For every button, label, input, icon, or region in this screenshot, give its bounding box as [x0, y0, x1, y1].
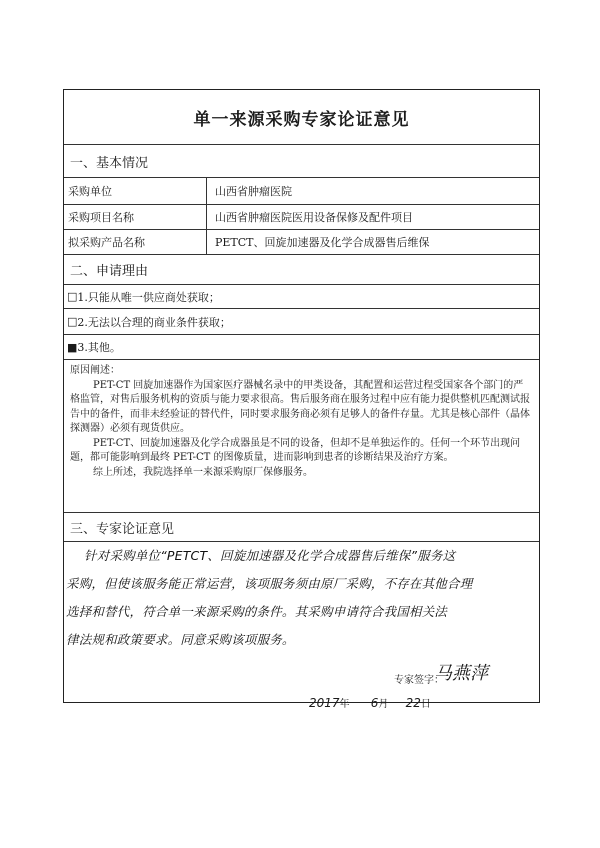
- handwritten-line: 采购，但使该服务能正常运营，该项服务须由原厂采购，不存在其他合理: [66, 576, 473, 591]
- date-month: 6: [370, 696, 379, 710]
- option-row-1: [64, 285, 539, 309]
- handwritten-line: 律法规和政策要求。同意采购该项服务。: [66, 632, 295, 647]
- handwritten-line: 针对采购单位“PETCT、回旋加速器及化学合成器售后维保”服务这: [84, 548, 456, 563]
- info-label: 拟采购产品名称: [64, 230, 207, 254]
- date-day-unit: 日: [420, 699, 431, 710]
- signature-label: 专家签字：: [394, 675, 444, 686]
- checkbox-icon: □: [67, 315, 78, 328]
- section-expert-heading: 三、专家论证意见: [64, 513, 539, 542]
- info-label: 采购项目名称: [64, 205, 207, 229]
- option-text: 2.无法以合理的商业条件获取；: [77, 315, 231, 329]
- info-value: 山西省肿瘤医院医用设备保修及配件项目: [215, 211, 413, 224]
- reason-paragraph: 综上所述，我院选择单一来源采购原厂保修服务。: [93, 466, 313, 478]
- info-row-project: [64, 205, 539, 230]
- date-year-unit: 年: [339, 699, 350, 710]
- info-row-purchaser: [64, 178, 539, 205]
- option-row-3: [64, 335, 539, 360]
- info-row-product: [64, 230, 539, 255]
- info-label: 采购单位: [64, 178, 207, 204]
- reason-paragraph: PET-CT、回旋加速器及化学合成器虽是不同的设备，但却不是单独运作的。任何一个环节出现问题，都可能影响到最终 PET-CT 的图像质量，进而影响到患者的诊断结果及治疗方案。: [70, 437, 521, 463]
- section-reason-heading: 二、申请理由: [64, 255, 539, 285]
- expert-signature: 马燕萍: [434, 663, 488, 684]
- checkbox-icon: □: [67, 290, 78, 303]
- expert-opinion-form: [63, 89, 540, 710]
- option-text: 3.其他。: [77, 341, 121, 354]
- info-value: PETCT、回旋加速器及化学合成器售后维保: [215, 236, 430, 249]
- reason-title: 原因阐述：: [70, 365, 120, 376]
- date-month-unit: 月: [378, 699, 389, 710]
- date-day: 22: [405, 696, 421, 710]
- reason-paragraph: PET-CT 回旋加速器作为国家医疗器械名录中的甲类设备，其配置和运营过程受国家各个部门的严格监管，对售后服务机构的资质与能力要求很高。售后服务商在服务过程中应有能力提供整机匹配测试报告中的备件，而非未经验证的替代件，同时要求服务商必须有足够人的备件存量。尤其是核心部件（晶体探测器）必须有现货供应。: [70, 379, 530, 434]
- date-year: 2017: [309, 696, 340, 710]
- signature-date: [309, 695, 431, 710]
- reason-block: [64, 360, 539, 513]
- section-basic-info-heading: 一、基本情况: [64, 145, 539, 178]
- option-text: 1.只能从唯一供应商处获取；: [77, 290, 220, 304]
- option-row-2: [64, 309, 539, 335]
- page-title: 单一来源采购专家论证意见: [64, 90, 539, 145]
- info-value: 山西省肿瘤医院: [215, 185, 292, 198]
- checked-box-icon: ■: [67, 340, 78, 354]
- handwritten-line: 选择和替代，符合单一来源采购的条件。其采购申请符合我国相关法: [66, 604, 448, 619]
